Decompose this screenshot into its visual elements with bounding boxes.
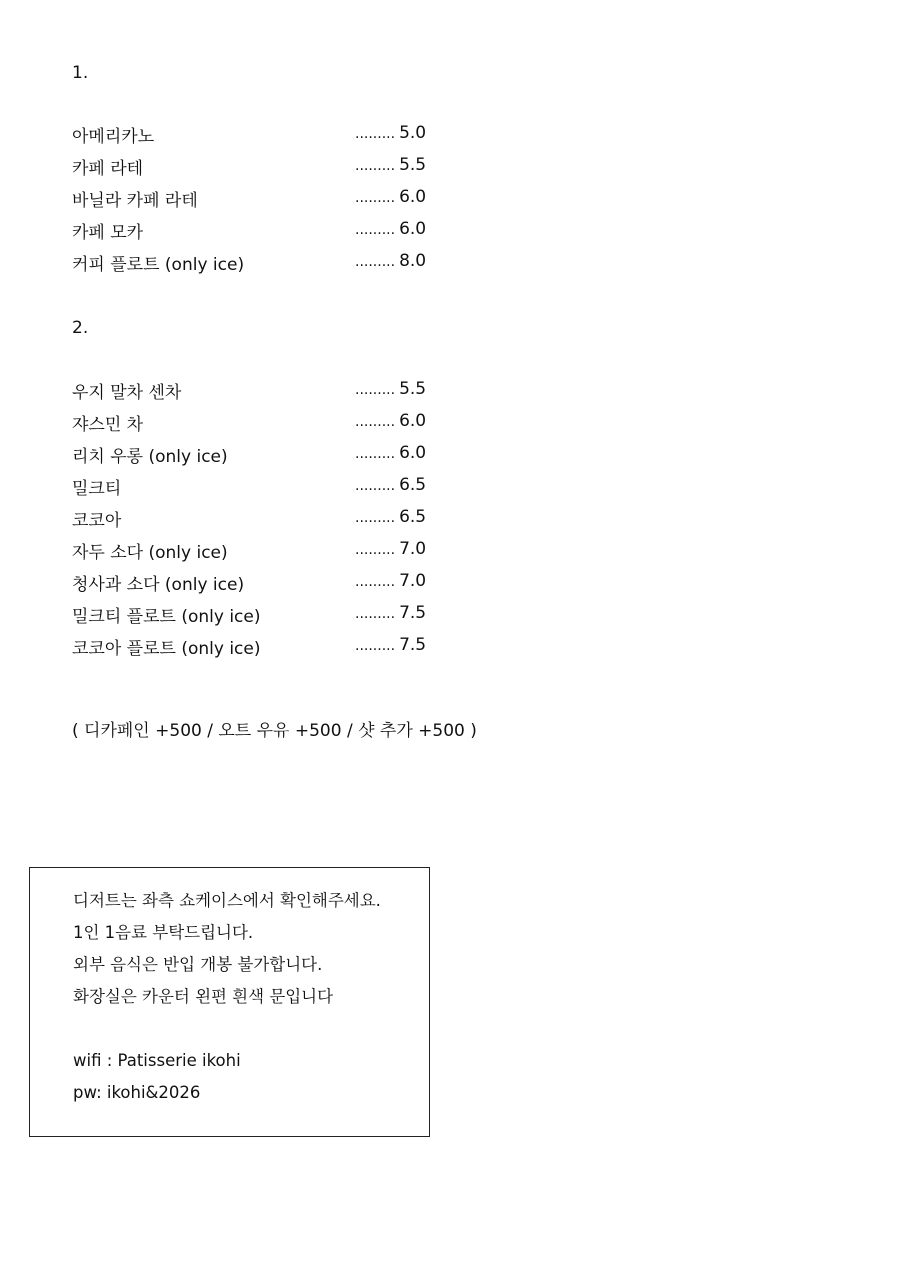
item-price-group <box>355 218 426 241</box>
item-name: 자두 소다 (only ice) <box>72 543 228 563</box>
notice-outside-food: 외부 음식은 반입 개봉 불가합니다. <box>73 955 323 974</box>
item-price: 7.0 <box>399 539 427 559</box>
leader-dots: ......... <box>355 254 396 270</box>
item-name: 쟈스민 차 <box>72 415 144 435</box>
item-price: 6.5 <box>399 475 427 495</box>
leader-dots: ......... <box>355 382 396 398</box>
menu-item <box>72 444 452 476</box>
leader-dots: ......... <box>355 606 396 622</box>
item-price-group <box>355 602 426 625</box>
notice-restroom: 화장실은 카운터 왼편 흰색 문입니다 <box>73 987 334 1006</box>
item-name: 코코아 플로트 (only ice) <box>72 639 261 659</box>
item-price: 6.5 <box>399 507 427 527</box>
item-name: 리치 우롱 (only ice) <box>72 447 228 467</box>
menu-item <box>72 636 452 668</box>
leader-dots: ......... <box>355 126 396 142</box>
notice-dessert: 디저트는 좌측 쇼케이스에서 확인해주세요. <box>73 891 381 910</box>
item-price-group <box>355 154 426 177</box>
item-price-group <box>355 186 426 209</box>
item-name: 바닐라 카페 라테 <box>72 191 198 211</box>
item-price: 6.0 <box>399 219 427 239</box>
item-name: 밀크티 <box>72 479 122 499</box>
item-price: 6.0 <box>399 443 427 463</box>
menu-item <box>72 508 452 540</box>
item-name: 카페 라테 <box>72 159 144 179</box>
item-price-group <box>355 122 426 145</box>
item-price: 5.5 <box>399 379 427 399</box>
item-price: 7.0 <box>399 571 427 591</box>
menu-item <box>72 476 452 508</box>
item-price: 5.5 <box>399 155 427 175</box>
item-price: 7.5 <box>399 635 427 655</box>
item-price-group <box>355 474 426 497</box>
tea-menu-list <box>72 380 452 668</box>
item-name: 카페 모카 <box>72 223 144 243</box>
leader-dots: ......... <box>355 574 396 590</box>
menu-item <box>72 124 452 156</box>
leader-dots: ......... <box>355 222 396 238</box>
leader-dots: ......... <box>355 478 396 494</box>
item-price-group <box>355 538 426 561</box>
item-price: 7.5 <box>399 603 427 623</box>
item-price: 8.0 <box>399 251 427 271</box>
item-price: 6.0 <box>399 187 427 207</box>
item-price-group <box>355 570 426 593</box>
item-name: 아메리카노 <box>72 127 155 147</box>
item-name: 밀크티 플로트 (only ice) <box>72 607 261 627</box>
item-name: 코코아 <box>72 511 122 531</box>
menu-item <box>72 156 452 188</box>
menu-item <box>72 540 452 572</box>
item-price-group <box>355 442 426 465</box>
menu-item <box>72 188 452 220</box>
notice-one-drink: 1인 1음료 부탁드립니다. <box>73 923 254 942</box>
item-price-group <box>355 250 426 273</box>
menu-item <box>72 252 452 284</box>
leader-dots: ......... <box>355 638 396 654</box>
leader-dots: ......... <box>355 446 396 462</box>
wifi-password: pw: ikohi&2026 <box>73 1083 201 1102</box>
leader-dots: ......... <box>355 414 396 430</box>
item-name: 커피 플로트 (only ice) <box>72 255 245 275</box>
item-price-group <box>355 506 426 529</box>
item-price: 6.0 <box>399 411 427 431</box>
menu-item <box>72 380 452 412</box>
item-price-group <box>355 634 426 657</box>
addon-options: ( 디카페인 +500 / 오트 우유 +500 / 샷 추가 +500 ) <box>72 721 477 741</box>
item-name: 우지 말차 센차 <box>72 383 182 403</box>
item-price-group <box>355 378 426 401</box>
section-number: 1. <box>72 63 89 83</box>
item-name: 청사과 소다 (only ice) <box>72 575 245 595</box>
wifi-name: wifi : Patisserie ikohi <box>73 1051 241 1070</box>
section-number: 2. <box>72 318 89 338</box>
leader-dots: ......... <box>355 510 396 526</box>
menu-item <box>72 604 452 636</box>
leader-dots: ......... <box>355 190 396 206</box>
menu-item <box>72 412 452 444</box>
menu-item <box>72 220 452 252</box>
leader-dots: ......... <box>355 158 396 174</box>
coffee-menu-list <box>72 124 452 284</box>
menu-item <box>72 572 452 604</box>
notice-box <box>29 867 430 1137</box>
item-price-group <box>355 410 426 433</box>
item-price: 5.0 <box>399 123 427 143</box>
leader-dots: ......... <box>355 542 396 558</box>
